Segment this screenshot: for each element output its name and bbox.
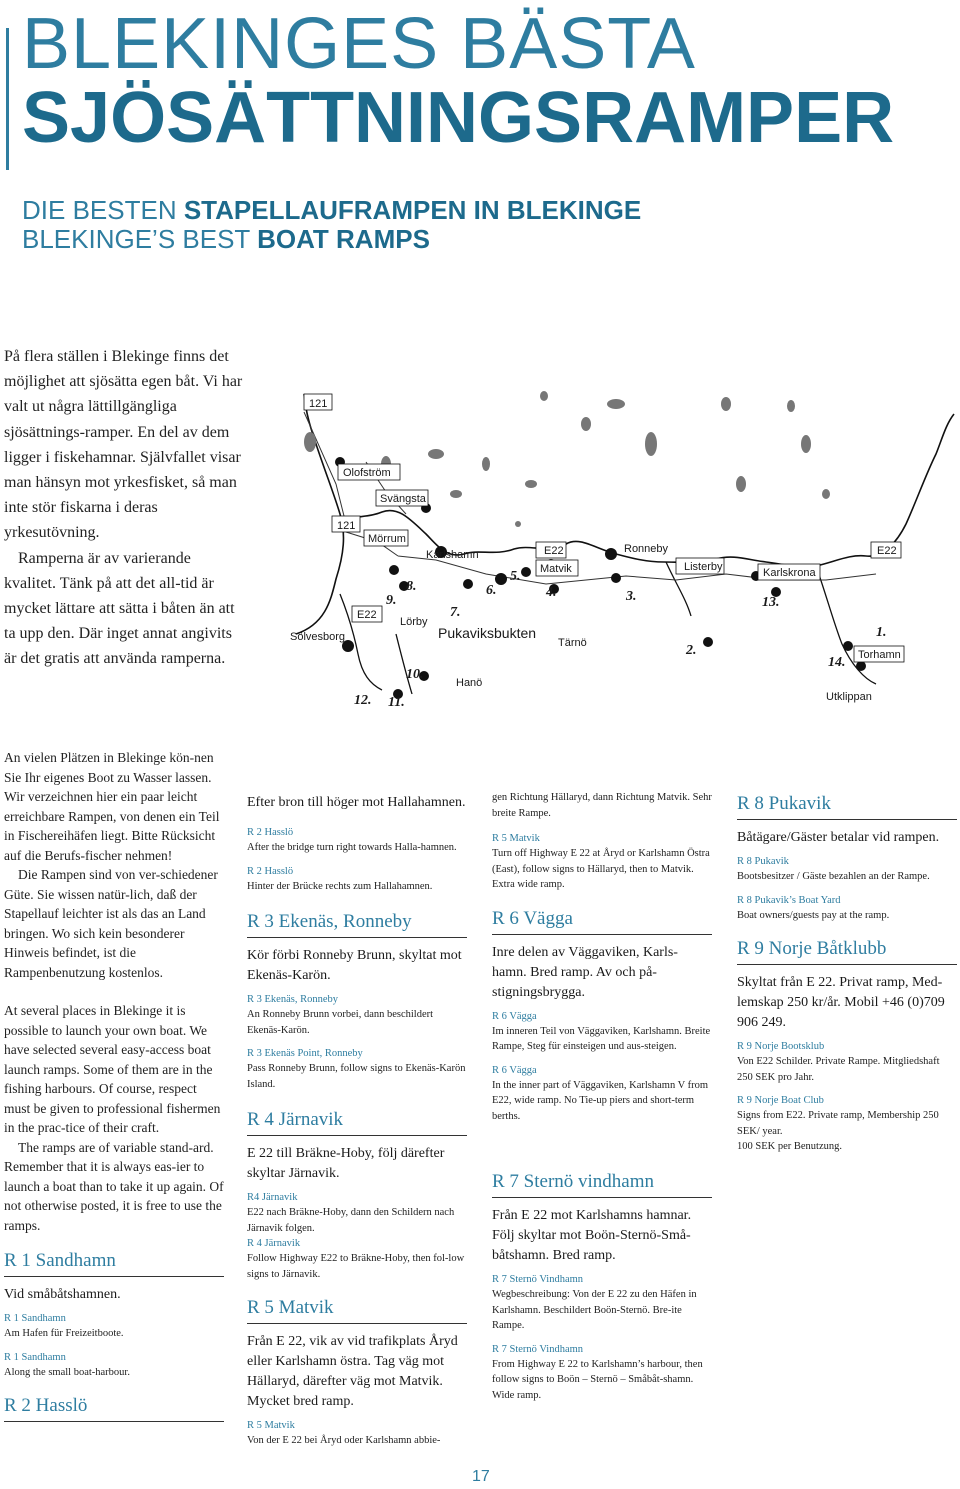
r9-lead: Skyltat från E 22. Privat ramp, Med-lemskap 250 kr/år. Mobil +46 (0)709 906 249. [737,975,945,1030]
r1-de-text: Am Hafen für Freizeitboote. [4,1328,124,1339]
map-label: Karlskrona [763,567,816,579]
r5-de-tag: R 5 Matvik [247,1420,295,1431]
r1-lead: Vid småbåtshamnen. [4,1287,121,1302]
map-label: Svängsta [380,493,426,505]
ramp-number: 13. [762,595,780,610]
r7-lead: Från E 22 mot Karlshamns hamnar. Följ skyltar mot Boön-Sternö-Små-båtshamn. Bred ramp. [492,1208,692,1263]
r7-de-tag: R 7 Sternö Vindhamn [492,1274,584,1285]
map-label: Hanö [456,677,483,689]
ramp-number: 11. [388,695,405,710]
section-heading-r2: R 2 Hasslö [4,1394,224,1422]
r5-en-text: Turn off Highway E 22 at Åryd or Karlshamn Östra (East), follow signs to Hällaryd, then to Matvik. Extra wide ramp. [492,848,710,890]
english-paragraph: At several places in Blekinge it is possible to launch your own boat. We have selected several easy-access boat launch ramps. Some of them are in the fishing harbours. Of course, respect must be given to professional fishermen in the prac-tice of their craft. [4,1003,221,1135]
r1-en-tag: R 1 Sandhamn [4,1351,66,1363]
section-heading-r7: R 7 Sternö vindhamn [492,1170,712,1198]
column-3 [492,790,712,1411]
r4-en-text: Follow Highway E22 to Bräkne-Hoby, then fol-low signs to Järnavik. [247,1253,465,1280]
r5-lead: Från E 22, vik av vid trafikplats Åryd eller Karlshamn östra. Tag väg mot Hällaryd, därefter väg mot Matvik. Mycket bred ramp. [247,1334,458,1409]
ramp-number: 12. [354,693,372,708]
r5-en-tag: R 5 Matvik [492,833,540,844]
r3-de-text: An Ronneby Brunn vorbei, dann beschildert Ekenäs-Karön. [247,1009,434,1036]
r3-de-tag: R 3 Ekenäs, Ronneby [247,994,338,1005]
map-label: E22 [877,545,897,557]
r8-en-text: Boat owners/guests pay at the ramp. [737,909,890,921]
r8-de-text: Bootsbesitzer / Gäste bezahlen an der Rampe. [737,871,930,882]
r6-en-tag: R 6 Vägga [492,1064,537,1076]
map-label: Listerby [684,561,723,573]
intro-paragraph: På flera ställen i Blekinge finns det möjlighet att sjösätta egen båt. Vi har valt ut några lättillgängliga sjösättnings-ramper. En del av dem ligger i fiskehamnar. Självfallet visar man hänsyn mot yrkesfisket, så man inte stör fiskarna i deras yrkesutövning. [4,348,243,542]
map-label: Ronneby [624,543,669,555]
r3-lead: Kör förbi Ronneby Brunn, skyltat mot Ekenäs-Karön. [247,948,462,983]
map-label: E22 [357,609,377,621]
r4-de-text: E22 nach Bräkne-Hoby, dann den Schildern nach Järnavik folgen. [247,1207,455,1234]
r7-de-text: Wegbeschreibung: Von der E 22 zu den Häfen in Karlshamn. Beschildert Boön-Sternö. Bre-ite Rampe. [492,1289,697,1331]
map-label: Lörby [400,616,428,628]
r6-de-tag: R 6 Vägga [492,1010,537,1022]
blekinge-map [286,384,960,714]
lakes [304,391,830,527]
section-heading-r5: R 5 Matvik [247,1296,467,1324]
r9-en-text: Signs from E22. Private ramp, Membership 250 SEK/ year. [737,1110,939,1137]
ramp-number: 1. [876,625,887,640]
r4-lead: E 22 till Bräkne-Hoby, följ därefter skyltar Järnavik. [247,1146,445,1181]
page-number: 17 [472,1468,490,1485]
map-label: Mörrum [368,533,406,545]
r4-de-tag: R4 Järnavik [247,1192,298,1203]
ramp-number: 5. [510,569,521,584]
column-1 [4,748,224,1430]
r6-de-text: Im inneren Teil von Väggaviken, Karlshamn. Breite Rampe, Steg für einsteigen und aus-steigen. [492,1025,711,1052]
column-2 [247,793,467,1457]
subtitle-english: BLEKINGE’S BEST BOAT RAMPS [22,224,430,254]
english-paragraph: The ramps are of variable stand-ard. Remember that it is always eas-ier to launch a boat than to take it up again. Of not otherwise posted, it is free to use the ramps. [4,1139,224,1233]
r6-lead: Inre delen av Väggaviken, Karls-hamn. Bred ramp. Av och på-stigningsbrygga. [492,944,678,1000]
section-heading-r6: R 6 Vägga [492,907,712,935]
page-title-line2: SJÖSÄTTNINGSRAMPER [22,78,895,158]
r8-de-tag: R 8 Pukavik [737,856,789,867]
r9-en-tag: R 9 Norje Boat Club [737,1095,824,1106]
section-heading-r8: R 8 Pukavik [737,792,957,820]
map-label: Utklippan [826,691,872,703]
map-label: Torhamn [858,649,901,661]
r9-de-text: Von E22 Schilder. Private Rampe. Mitgliedshaft 250 SEK pro Jahr. [737,1056,940,1083]
map-label: 121 [309,398,328,410]
map-label: Tärnö [558,637,587,649]
r4-en-tag: R 4 Järnavik [247,1238,301,1249]
r2-en-text: After the bridge turn right towards Halla-hamnen. [247,842,457,853]
german-paragraph: Die Rampen sind von ver-schiedener Güte. Sie wissen natür-lich, daß der Stapellauf leichter ist als das an Land bringen. Wo sich kein besonderer Hinweis befindet, ist die Rampenbenutzung kostenlos. [4,867,218,980]
ramp-number: 10. [406,667,424,682]
map-label: Sölvesborg [290,631,346,643]
map-label: 121 [337,520,356,532]
r1-en-text: Along the small boat-harbour. [4,1366,130,1378]
section-heading-r3: R 3 Ekenäs, Ronneby [247,910,467,938]
r3-en-tag: R 3 Ekenäs Point, Ronneby [247,1048,363,1059]
r5-de-text: Von der E 22 bei Åryd oder Karlshamn abbie- [247,1435,441,1446]
ramp-number: 4. [546,585,557,600]
ramp-number: 9. [386,593,397,608]
r6-en-text: In the inner part of Väggaviken, Karlshamn V from E22, wide ramp. No Tie-up piers and short-term berths. [492,1079,709,1122]
map-label: Matvik [540,563,572,575]
r3-en-text: Pass Ronneby Brunn, follow signs to Ekenäs-Karön Island. [247,1063,466,1090]
r8-lead: Båtägare/Gäster betalar vid rampen. [737,830,940,845]
ramp-number: 14. [828,655,846,670]
title-accent-bar [6,28,9,170]
r9-en-text: 100 SEK per Benutzung. [737,1141,842,1152]
map-label: E22 [544,545,564,557]
r2-en-tag: R 2 Hasslö [247,827,294,838]
german-paragraph: An vielen Plätzen in Blekinge kön-nen Sie Ihr eigenes Boot zu Wasser lassen. Wir verzeichnen hier ein paar leicht erreichbare Rampen, von denen ein Teil in Fischereihäfen liegt. Bitte Rücksicht auf die Berufs-fischer nehmen! [4,750,220,863]
ramp-number: 6. [486,583,497,598]
r5-de-text-continued: gen Richtung Hällaryd, dann Richtung Matvik. Sehr breite Rampe. [492,792,712,819]
r8-en-tag: R 8 Pukavik’s Boat Yard [737,894,841,906]
page-title-line1: BLEKINGES BÄSTA [22,4,696,84]
r9-de-tag: R 9 Norje Bootsklub [737,1041,825,1052]
ramp-number: 8. [406,579,417,594]
map-label: Karlshamn [426,549,479,561]
r7-en-tag: R 7 Sternö Vindhamn [492,1343,584,1355]
ramp-number: 3. [626,589,637,604]
intro-swedish [4,344,244,672]
column-4 [737,792,957,1163]
r2-de-tag: R 2 Hasslö [247,865,294,877]
ramp-number: 2. [686,643,697,658]
intro-paragraph: Ramperna är av varierande kvalitet. Tänk på att det all-tid är mycket lättare att sätta i båten än att ta upp den. Där inget annat angivits är det gratis att använda ramperna. [4,549,235,668]
section-heading-r1: R 1 Sandhamn [4,1249,224,1277]
section-heading-r9: R 9 Norje Båtklubb [737,937,957,965]
map-label: Pukaviksbukten [438,625,537,641]
map-label: Olofström [343,467,391,479]
r7-en-text: From Highway E 22 to Karlshamn’s harbour, then follow signs to Boön – Sternö – Småbåt-shamn. Wide ramp. [492,1358,703,1401]
section-heading-r4: R 4 Järnavik [247,1108,467,1136]
subtitle-german: DIE BESTEN STAPELLAUFRAMPEN IN BLEKINGE [22,195,642,225]
r2-de-text: Hinter der Brücke rechts zum Hallahamnen. [247,880,433,892]
ramp-number: 7. [450,605,461,620]
r1-de-tag: R 1 Sandhamn [4,1313,66,1324]
r2-lead: Efter bron till höger mot Hallahamnen. [247,795,466,810]
